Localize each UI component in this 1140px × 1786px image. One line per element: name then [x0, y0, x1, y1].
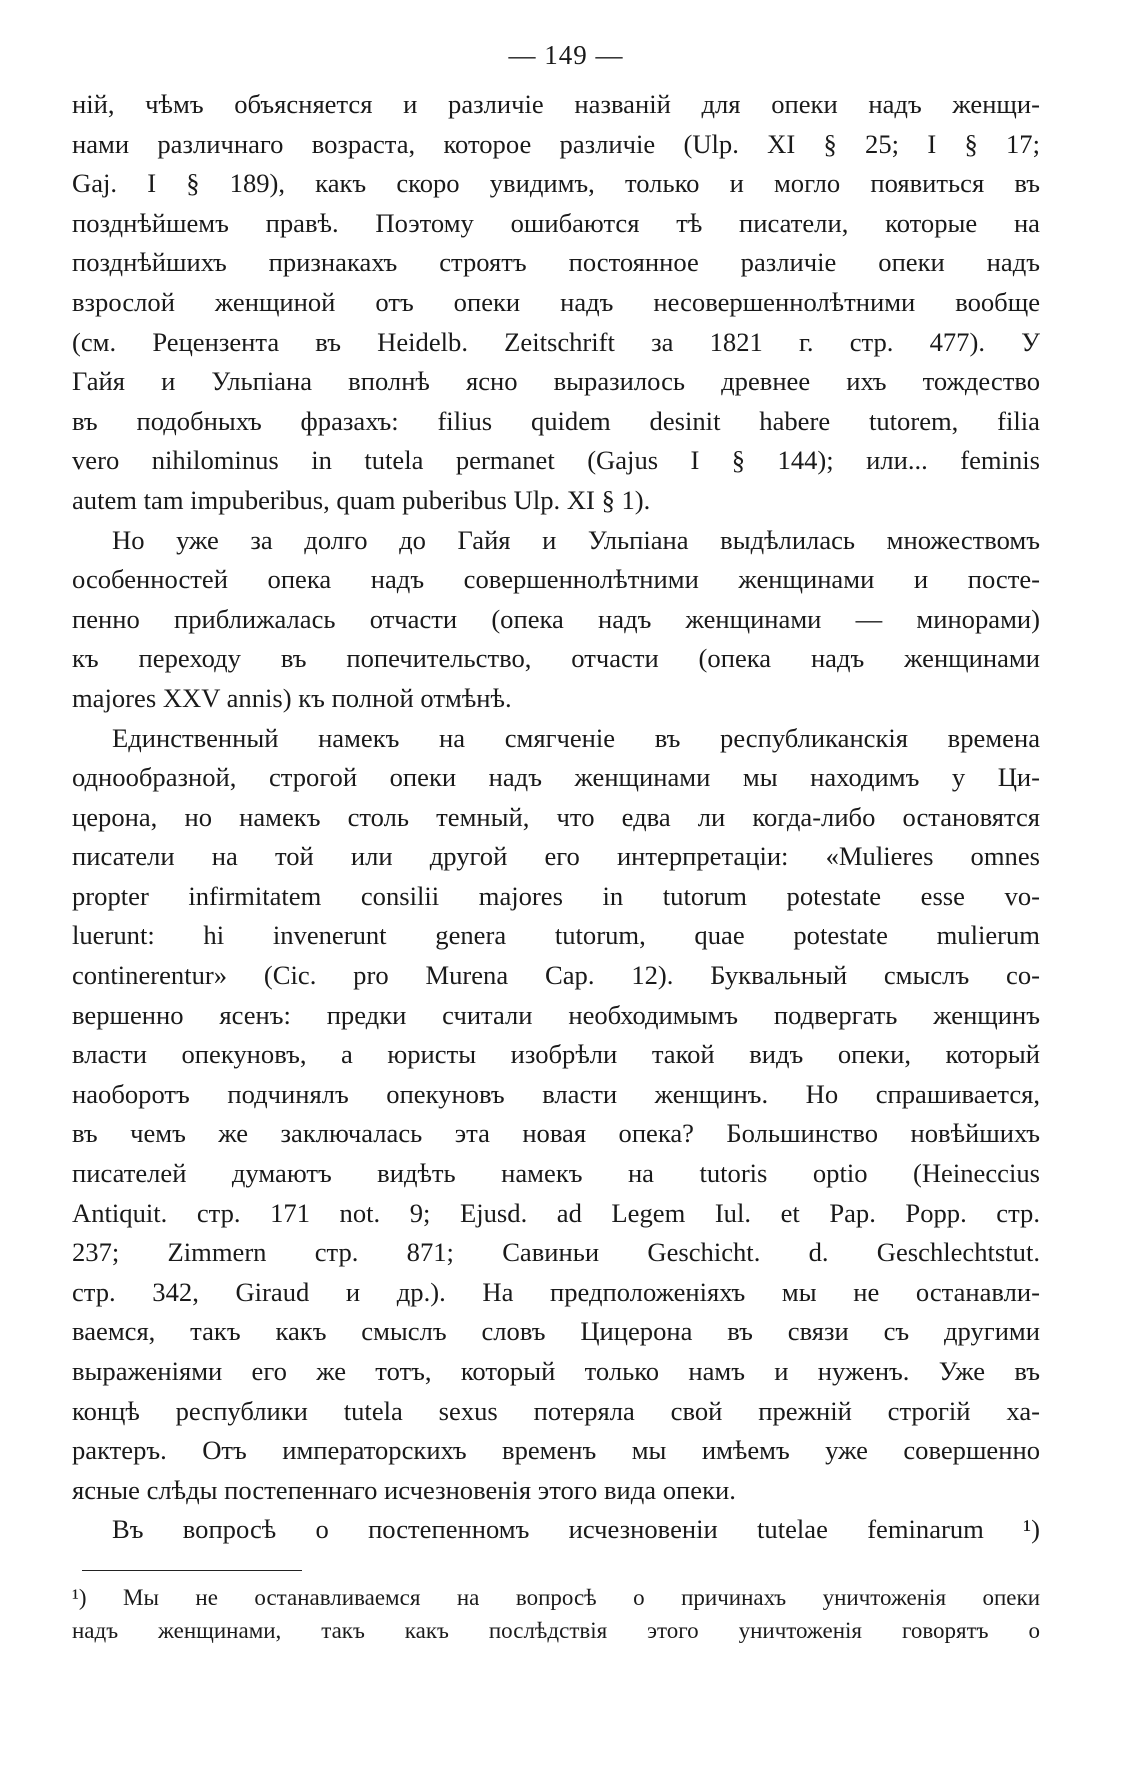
text-line: рактеръ. Отъ императорскихъ временъ мы имѣемъ уже совершенно [72, 1435, 1040, 1466]
text-line: vero nihilominus in tutela permanet (Gajus I § 144); или... feminis [72, 445, 1040, 476]
text-line: стр. 342, Giraud и др.). На предположеніяхъ мы не останавли- [72, 1276, 1040, 1307]
text-line: ваемся, такъ какъ смыслъ словъ Цицерона въ связи съ другими [72, 1316, 1040, 1347]
text-line: власти опекуновъ, а юристы изобрѣли такой видъ опеки, который [72, 1039, 1040, 1070]
text-line: Единственный намекъ на смягченіе въ республиканскія времена [112, 722, 1040, 753]
main-text [72, 85, 1040, 1550]
text-line: luerunt: hi invenerunt genera tutorum, quae potestate mulierum [72, 920, 1040, 951]
footnote-line: ¹) Мы не останавливаемся на вопросѣ о причинахъ уничтоженія опеки [72, 1584, 1040, 1610]
text-line: majores XXV annis) къ полной отмѣнѣ. [72, 682, 512, 713]
text-line: церона, но намекъ столь темный, что едва ли когда-либо остановятся [72, 801, 1040, 832]
text-line: позднѣйшихъ признакахъ строятъ постоянное различіе опеки надъ [72, 247, 1040, 278]
text-line: пенно приближалась отчасти (опека надъ женщинами — минорами) [72, 603, 1040, 634]
page-number: — 149 — [508, 40, 624, 70]
text-line: выраженіями его же тотъ, который только намъ и нуженъ. Уже въ [72, 1356, 1040, 1386]
footnote-line: надъ женщинами, такъ какъ послѣдствія этого уничтоженія говорятъ о [72, 1617, 1040, 1643]
text-line: (см. Рецензента въ Heidelb. Zeitschrift за 1821 г. стр. 477). У [72, 326, 1040, 357]
text-line: вершенно ясенъ: предки считали необходимымъ подвергать женщинъ [72, 999, 1040, 1030]
text-line: continerentur» (Cic. pro Murena Cap. 12). Буквальный смыслъ со- [72, 960, 1040, 991]
text-line: однообразной, строгой опеки надъ женщинами мы находимъ у Ци- [72, 762, 1040, 793]
text-line: въ чемъ же заключалась эта новая опека? Большинство новѣйшихъ [72, 1118, 1040, 1149]
text-line: Въ вопросѣ о постепенномъ исчезновеніи tutelae feminarum ¹) [112, 1514, 1040, 1545]
text-line: ній, чѣмъ объясняется и различіе названій для опеки надъ женщи- [72, 89, 1040, 119]
text-line: взрослой женщиной отъ опеки надъ несовершеннолѣтними вообще [72, 286, 1040, 317]
text-line: позднѣйшемъ правѣ. Поэтому ошибаются тѣ писатели, которые на [72, 207, 1040, 238]
book-page [72, 40, 1040, 1647]
text-line: концѣ республики tutela sexus потеряла свой прежній строгій ха- [72, 1395, 1040, 1426]
text-line: къ переходу въ попечительство, отчасти (опека надъ женщинами [72, 643, 1040, 674]
paragraph-2 [72, 521, 1040, 719]
text-line: ясные слѣды постепеннаго исчезновенія этого вида опеки. [72, 1474, 736, 1505]
text-line: Gaj. I § 189), какъ скоро увидимъ, только и могло появиться въ [72, 168, 1040, 199]
paragraph-1 [72, 85, 1040, 521]
text-line: autem tam impuberibus, quam puberibus Ulp. XI § 1). [72, 484, 651, 515]
text-line: 237; Zimmern стр. 871; Савиньи Geschicht. d. Geschlechtstut. [72, 1237, 1040, 1268]
text-line: писателей думаютъ видѣть намекъ на tutoris optio (Heineccius [72, 1158, 1040, 1189]
footnote [72, 1581, 1040, 1647]
text-line: особенностей опека надъ совершеннолѣтними женщинами и посте- [72, 564, 1040, 595]
footnote-divider [82, 1570, 302, 1571]
text-line: Гайя и Ульпіана вполнѣ ясно выразилось древнее ихъ тождество [72, 366, 1040, 397]
text-line: писатели на той или другой его интерпретаціи: «Mulieres omnes [72, 841, 1040, 872]
text-line: Antiquit. стр. 171 not. 9; Ejusd. ad Legem Iul. et Pap. Popp. стр. [72, 1197, 1040, 1228]
text-line: нами различнаго возраста, которое различіе (Ulp. XI § 25; I § 17; [72, 128, 1040, 159]
text-line: въ подобныхъ фразахъ: filius quidem desinit habere tutorem, filia [72, 405, 1040, 436]
paragraph-3 [72, 719, 1040, 1511]
paragraph-4 [72, 1510, 1040, 1550]
text-line: Но уже за долго до Гайя и Ульпіана выдѣлилась множествомъ [112, 524, 1040, 555]
text-line: propter infirmitatem consilii majores in tutorum potestate esse vo- [72, 880, 1040, 911]
text-line: наоборотъ подчинялъ опекуновъ власти женщинъ. Но спрашивается, [72, 1078, 1040, 1109]
